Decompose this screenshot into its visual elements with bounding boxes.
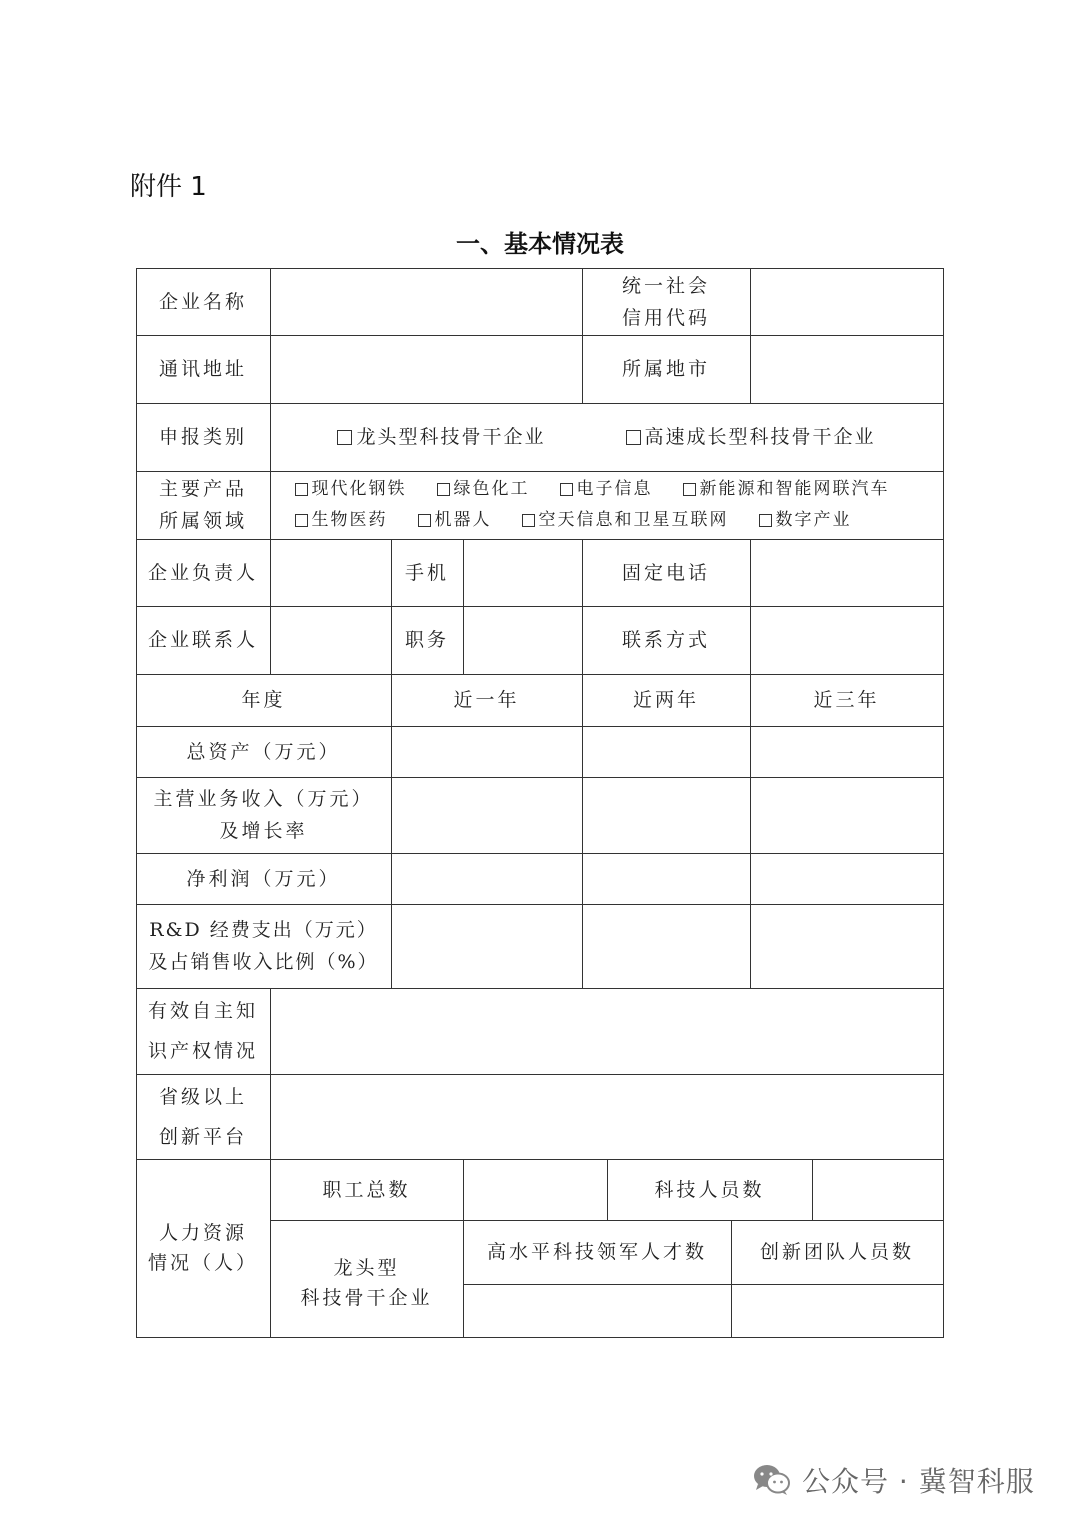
checkbox-icon[interactable] — [560, 483, 573, 496]
total-assets-label: 总资产（万元） — [136, 726, 392, 778]
total-assets-year3[interactable] — [750, 726, 944, 778]
products-label-line1: 主要产品 — [158, 478, 247, 500]
platform-label — [136, 1074, 271, 1160]
product-option[interactable]: 电子信息 — [560, 474, 653, 505]
credit-code-label — [582, 268, 751, 336]
talent-label: 高水平科技领军人才数 — [463, 1220, 732, 1285]
ip-field[interactable] — [270, 988, 944, 1075]
year-header: 年度 — [136, 674, 392, 727]
checkbox-icon[interactable] — [337, 430, 352, 445]
form-title: 一、基本情况表 — [456, 230, 624, 258]
city-label: 所属地市 — [582, 335, 751, 404]
wechat-icon — [752, 1463, 792, 1497]
ip-label — [136, 988, 271, 1075]
team-field[interactable] — [731, 1284, 944, 1338]
tech-staff-field[interactable] — [812, 1159, 944, 1221]
product-option[interactable]: 绿色化工 — [437, 474, 530, 505]
tech-staff-label: 科技人员数 — [607, 1159, 813, 1221]
net-profit-year2[interactable] — [582, 853, 751, 905]
position-field[interactable] — [463, 606, 583, 675]
ip-label-line1: 有效自主知 — [147, 1000, 258, 1022]
leader-type-line1: 龙头型 — [333, 1256, 400, 1279]
products-label-line2: 所属领域 — [158, 510, 247, 532]
revenue-year2[interactable] — [582, 777, 751, 854]
category-option[interactable]: 龙头型科技骨干企业 — [337, 421, 545, 453]
products-label — [136, 471, 271, 540]
watermark-text: 公众号 · 冀智科服 — [802, 1465, 1035, 1498]
net-profit-year1[interactable] — [391, 853, 583, 905]
contact-field[interactable] — [270, 606, 392, 675]
revenue-year3[interactable] — [750, 777, 944, 854]
mobile-field[interactable] — [463, 539, 583, 607]
landline-field[interactable] — [750, 539, 944, 607]
leader-type-line2: 科技骨干企业 — [300, 1286, 433, 1309]
revenue-year1[interactable] — [391, 777, 583, 854]
category-label: 申报类别 — [136, 403, 271, 472]
address-field[interactable] — [270, 335, 583, 404]
year-2-header: 近两年 — [582, 674, 751, 727]
checkbox-icon[interactable] — [295, 483, 308, 496]
credit-code-field[interactable] — [750, 268, 944, 336]
revenue-label — [136, 777, 392, 854]
total-staff-field[interactable] — [463, 1159, 608, 1221]
hr-label-line2: 情况（人） — [147, 1252, 258, 1274]
contact-method-field[interactable] — [750, 606, 944, 675]
product-options — [270, 471, 944, 540]
product-option[interactable]: 空天信息和卫星互联网 — [522, 505, 729, 536]
checkbox-icon[interactable] — [295, 514, 308, 527]
rd-year3[interactable] — [750, 904, 944, 989]
hr-label-line1: 人力资源 — [158, 1222, 247, 1244]
total-staff-label: 职工总数 — [270, 1159, 464, 1221]
landline-label: 固定电话 — [582, 539, 751, 607]
checkbox-icon[interactable] — [437, 483, 450, 496]
contact-label: 企业联系人 — [136, 606, 271, 675]
year-3-header: 近三年 — [750, 674, 944, 727]
product-option[interactable]: 现代化钢铁 — [295, 474, 407, 505]
total-assets-year1[interactable] — [391, 726, 583, 778]
category-option[interactable]: 高速成长型科技骨干企业 — [626, 421, 876, 453]
category-options — [270, 403, 944, 472]
net-profit-label: 净利润（万元） — [136, 853, 392, 905]
position-label: 职务 — [391, 606, 464, 675]
ip-label-line2: 识产权情况 — [147, 1040, 258, 1062]
platform-label-line2: 创新平台 — [158, 1125, 247, 1148]
checkbox-icon[interactable] — [759, 514, 772, 527]
product-option[interactable]: 新能源和智能网联汽车 — [683, 474, 890, 505]
leader-field[interactable] — [270, 539, 392, 607]
talent-field[interactable] — [463, 1284, 732, 1338]
revenue-label-line2: 及增长率 — [219, 820, 308, 842]
product-option[interactable]: 生物医药 — [295, 505, 388, 536]
platform-label-line1: 省级以上 — [158, 1085, 247, 1108]
checkbox-icon[interactable] — [683, 483, 696, 496]
total-assets-year2[interactable] — [582, 726, 751, 778]
contact-method-label: 联系方式 — [582, 606, 751, 675]
year-1-header: 近一年 — [391, 674, 583, 727]
rd-year1[interactable] — [391, 904, 583, 989]
rd-label-line2: 及占销售收入比例（%） — [148, 951, 379, 973]
company-name-label: 企业名称 — [136, 268, 271, 336]
mobile-label: 手机 — [391, 539, 464, 607]
rd-label-line1: R&D 经费支出（万元） — [149, 919, 378, 941]
checkbox-icon[interactable] — [522, 514, 535, 527]
leader-label: 企业负责人 — [136, 539, 271, 607]
address-label: 通讯地址 — [136, 335, 271, 404]
basic-info-form — [136, 268, 944, 1338]
rd-year2[interactable] — [582, 904, 751, 989]
product-option[interactable]: 数字产业 — [759, 505, 852, 536]
attachment-label: 附件 1 — [130, 172, 207, 202]
watermark — [752, 1460, 1035, 1500]
hr-label — [136, 1159, 271, 1338]
revenue-label-line1: 主营业务收入（万元） — [153, 788, 374, 810]
checkbox-icon[interactable] — [626, 430, 641, 445]
net-profit-year3[interactable] — [750, 853, 944, 905]
platform-field[interactable] — [270, 1074, 944, 1160]
team-label: 创新团队人员数 — [731, 1220, 944, 1285]
company-name-field[interactable] — [270, 268, 583, 336]
checkbox-icon[interactable] — [418, 514, 431, 527]
city-field[interactable] — [750, 335, 944, 404]
rd-label — [136, 904, 392, 989]
credit-code-label-line1: 统一社会 — [621, 274, 710, 297]
product-option[interactable]: 机器人 — [418, 505, 492, 536]
leader-type-label — [270, 1220, 464, 1338]
credit-code-label-line2: 信用代码 — [621, 306, 710, 329]
